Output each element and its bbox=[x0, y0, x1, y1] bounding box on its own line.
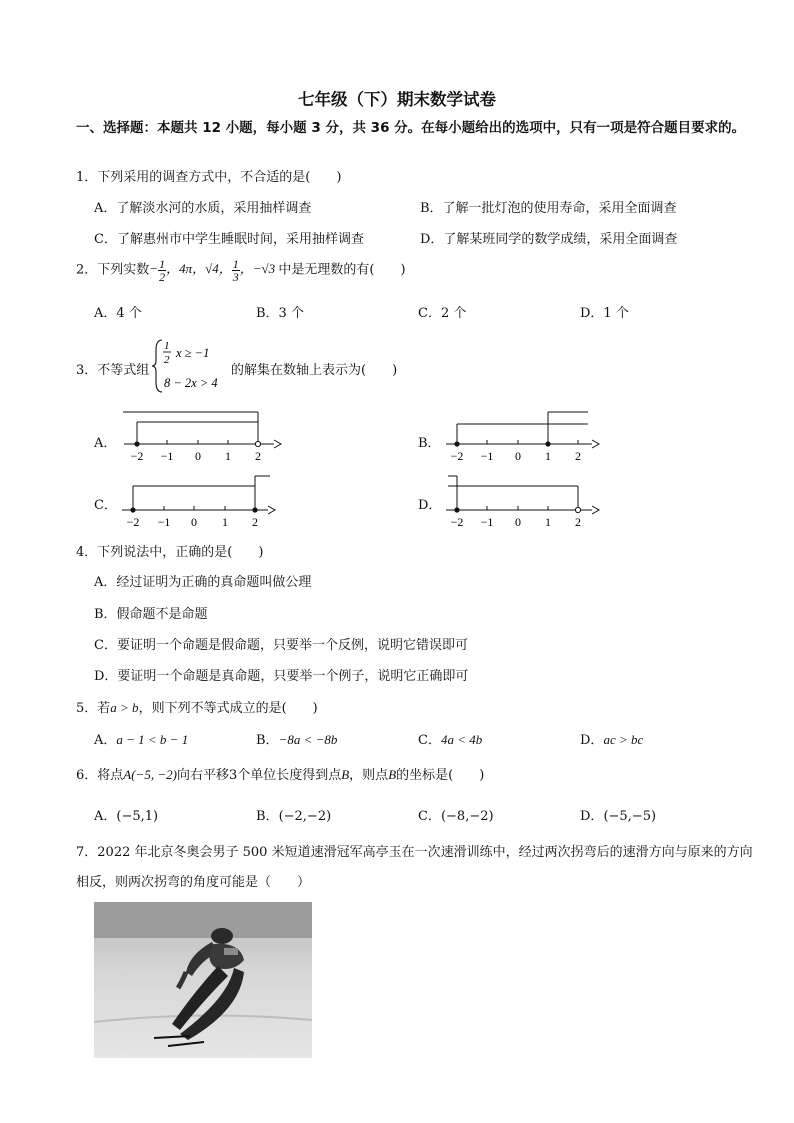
option-expression: (−2,−2) bbox=[278, 809, 332, 824]
question-2-stem bbox=[76, 258, 406, 283]
question-1-option-c: C．了解惠州市中学生睡眠时间，采用抽样调查 bbox=[94, 232, 364, 247]
option-expression: ac > bc bbox=[603, 732, 644, 747]
tick-label: 1 bbox=[225, 449, 231, 463]
speed-skater-photo bbox=[94, 902, 312, 1058]
question-3-option-b-label: B． bbox=[418, 436, 441, 451]
tick-label: −2 bbox=[130, 449, 144, 463]
point-b: B bbox=[388, 767, 397, 782]
question-6-stem bbox=[76, 764, 484, 783]
fraction-one-half: $\frac{1}{2}$ bbox=[159, 257, 166, 284]
question-6-suffix: 的坐标是( ) bbox=[396, 768, 485, 783]
question-5-option-c bbox=[418, 729, 482, 748]
option-expression: (−5,1) bbox=[116, 809, 159, 824]
question-2-option-c: C．2 个 bbox=[418, 306, 467, 321]
tick-label: −2 bbox=[450, 515, 464, 529]
question-5-stem bbox=[76, 697, 318, 716]
question-5-prefix: 5．若 bbox=[76, 701, 111, 716]
tick-label: 0 bbox=[191, 515, 197, 529]
question-3-option-a-label: A． bbox=[94, 436, 117, 451]
question-7-stem: 7．2022 年北京冬奥会男子 500 米短道速滑冠军高亭玉在一次速滑训练中，经过两次拐弯后的速滑方向与原来的方向相反，则两次拐弯的角度可能是（ ） bbox=[76, 845, 753, 890]
number-line-a bbox=[114, 408, 284, 466]
question-4-option-b: B．假命题不是命题 bbox=[94, 607, 208, 622]
question-2-prefix: 2．下列实数 bbox=[76, 262, 150, 278]
option-label: B． bbox=[256, 733, 279, 748]
question-6-option-b bbox=[256, 805, 331, 824]
tick-label: 2 bbox=[252, 515, 258, 529]
inequality-1: x ≥ −1 bbox=[176, 346, 210, 360]
option-expression: a − 1 < b − 1 bbox=[116, 732, 189, 747]
section-heading: 一、选择题：本题共 12 小题，每小题 3 分，共 36 分。在每小题给出的选项中，只有一项是符合题目要求的。 bbox=[76, 120, 746, 136]
question-2-option-d: D．1 个 bbox=[580, 306, 629, 321]
question-6-option-a bbox=[94, 805, 158, 824]
tick-label: 2 bbox=[575, 449, 581, 463]
question-4-option-c: C．要证明一个命题是假命题，只要举一个反例，说明它错误即可 bbox=[94, 638, 468, 653]
question-6-option-d bbox=[580, 805, 656, 824]
question-2-number-list: − $\frac{1}{2}$ ，4π，√4， $\frac{1}{3}$ ，−√3 bbox=[149, 257, 279, 284]
tick-label: −2 bbox=[450, 449, 464, 463]
tick-label: 2 bbox=[575, 515, 581, 529]
question-3-prefix: 3．不等式组 bbox=[76, 363, 150, 378]
point-b: B bbox=[341, 767, 350, 782]
tick-label: 1 bbox=[545, 515, 551, 529]
question-3-option-c-label: C． bbox=[94, 498, 117, 513]
question-3-suffix: 的解集在数轴上表示为( ) bbox=[231, 363, 398, 378]
inequality-2: 8 − 2x > 4 bbox=[164, 376, 218, 390]
number-line-c bbox=[114, 472, 284, 530]
point-a: A(−5, −2) bbox=[123, 767, 177, 782]
tick-label: −1 bbox=[480, 449, 494, 463]
tick-label: −1 bbox=[160, 449, 174, 463]
svg-text:1: 1 bbox=[164, 340, 170, 352]
option-expression: (−5,−5) bbox=[603, 809, 657, 824]
tick-label: −2 bbox=[126, 515, 140, 529]
tick-label: 1 bbox=[545, 449, 551, 463]
tick-label: 1 bbox=[222, 515, 228, 529]
question-4-stem: 4．下列说法中，正确的是( ) bbox=[76, 545, 264, 560]
option-expression: 4a < 4b bbox=[440, 732, 483, 747]
question-6-prefix: 6．将点 bbox=[76, 768, 124, 783]
question-5-option-d bbox=[580, 729, 643, 748]
question-6-mid: 向右平移3个单位长度得到点 bbox=[176, 768, 342, 783]
question-4-option-d: D．要证明一个命题是真命题，只要举一个例子，说明它正确即可 bbox=[94, 669, 469, 684]
question-6-mid2: ，则点 bbox=[349, 768, 389, 783]
tick-label: −1 bbox=[157, 515, 171, 529]
question-6-option-c bbox=[418, 805, 494, 824]
option-label: D． bbox=[580, 733, 604, 748]
option-label: A． bbox=[94, 809, 117, 824]
question-1-option-b: B．了解一批灯泡的使用寿命，采用全面调查 bbox=[420, 201, 677, 216]
option-expression: −8a < −8b bbox=[278, 732, 338, 747]
option-label: C． bbox=[418, 733, 441, 748]
option-label: D． bbox=[580, 809, 604, 824]
question-3-option-d-label: D． bbox=[418, 498, 442, 513]
question-2-option-b: B．3 个 bbox=[256, 306, 304, 321]
question-5-option-b bbox=[256, 729, 337, 748]
tick-label: 0 bbox=[515, 449, 521, 463]
question-1-stem: 1．下列采用的调查方式中，不合适的是( ) bbox=[76, 170, 342, 185]
tick-label: 2 bbox=[255, 449, 261, 463]
option-expression: (−8,−2) bbox=[440, 809, 494, 824]
question-1-option-a: A．了解淡水河的水质，采用抽样调查 bbox=[94, 201, 312, 216]
question-5-option-a bbox=[94, 729, 188, 748]
question-5-condition: a > b bbox=[110, 700, 139, 715]
option-label: B． bbox=[256, 809, 279, 824]
question-2-suffix: 中是无理数的有( ) bbox=[278, 262, 406, 278]
question-1-option-d: D．了解某班同学的数学成绩，采用全面调查 bbox=[420, 232, 678, 247]
question-2-option-a: A．4 个 bbox=[94, 306, 142, 321]
page-title: 七年级（下）期末数学试卷 bbox=[298, 90, 496, 109]
fraction-one-third: $\frac{1}{3}$ bbox=[232, 257, 239, 284]
option-label: C． bbox=[418, 809, 441, 824]
question-5-suffix: ，则下列不等式成立的是( ) bbox=[138, 701, 318, 716]
question-4-option-a: A．经过证明为正确的真命题叫做公理 bbox=[94, 575, 312, 590]
svg-text:2: 2 bbox=[164, 354, 170, 366]
tick-label: 0 bbox=[195, 449, 201, 463]
number-line-b bbox=[442, 408, 602, 466]
option-label: A． bbox=[94, 733, 117, 748]
tick-label: −1 bbox=[480, 515, 494, 529]
inequality-system bbox=[152, 336, 232, 396]
number-line-d bbox=[442, 472, 602, 530]
tick-label: 0 bbox=[515, 515, 521, 529]
